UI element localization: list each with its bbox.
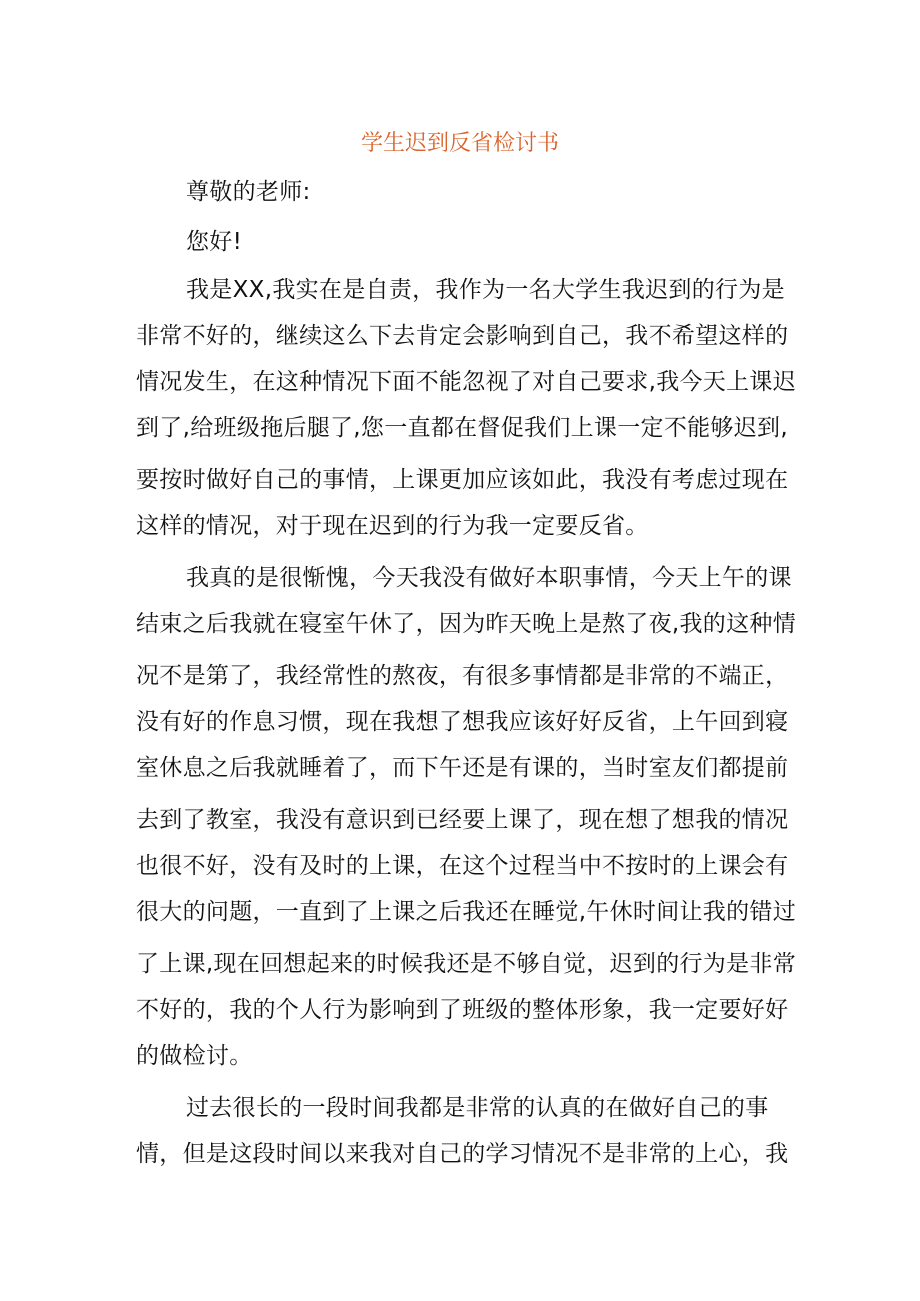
paragraph-line: 了上课,现在回想起来的时候我还是不够自觉，迟到的行为是非常 xyxy=(136,951,797,977)
paragraph-line: 我是XX,我实在是自责，我作为一名大学生我迟到的行为是 xyxy=(186,277,785,303)
paragraph-line: 也很不好，没有及时的上课，在这个过程当中不按时的上课会有 xyxy=(136,853,789,879)
paragraph-line: 没有好的作息习惯，现在我想了想我应该好好反省，上午回到寝 xyxy=(136,709,789,735)
paragraph-line: 很大的问题，一直到了上课之后我还在睡觉,午休时间让我的错过 xyxy=(136,899,797,925)
paragraph-line: 结束之后我就在寝室午休了，因为昨天晚上是熬了夜,我的这种情 xyxy=(136,611,797,637)
paragraph-line: 这样的情况，对于现在迟到的行为我一定要反省。 xyxy=(136,513,649,539)
paragraph-line: 的做检讨。 xyxy=(136,1043,253,1069)
paragraph-line: 去到了教室，我没有意识到已经要上课了，现在想了想我的情况 xyxy=(136,807,789,833)
paragraph-line: 情，但是这段时间以来我对自己的学习情况不是非常的上心，我 xyxy=(136,1141,789,1167)
paragraph-line: 不好的，我的个人行为影响到了班级的整体形象，我一定要好好 xyxy=(136,997,789,1023)
paragraph-line: 况不是第了，我经常性的熬夜，有很多事情都是非常的不端正， xyxy=(136,663,789,689)
paragraph-line: 非常不好的，继续这么下去肯定会影响到自己，我不希望这样的 xyxy=(136,323,789,349)
paragraph-line: 到了,给班级拖后腿了,您一直都在督促我们上课一定不能够迟到, xyxy=(136,415,788,441)
paragraph-line: 室休息之后我就睡着了，而下午还是有课的，当时室友们都提前 xyxy=(136,755,789,781)
paragraph-line: 我真的是很惭愧，今天我没有做好本职事情，今天上午的课 xyxy=(186,565,792,591)
document-title: 学生迟到反省检讨书 xyxy=(360,131,559,156)
paragraph-line: 情况发生，在这种情况下面不能忽视了对自己要求,我今天上课迟 xyxy=(136,369,797,395)
paragraph-line: 要按时做好自己的事情，上课更加应该如此，我没有考虑过现在 xyxy=(136,467,789,493)
greeting: 您好! xyxy=(186,229,243,255)
salutation: 尊敬的老师: xyxy=(186,179,311,205)
paragraph-line: 过去很长的一段时间我都是非常的认真的在做好自己的事 xyxy=(186,1095,769,1121)
